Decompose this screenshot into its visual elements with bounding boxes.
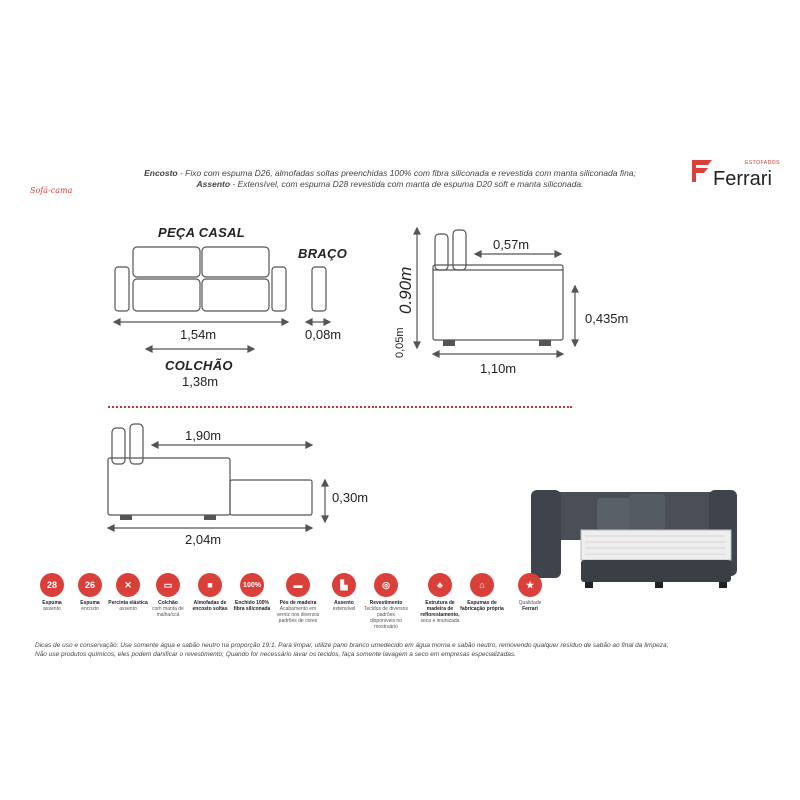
mattress-width-label: 1,38m <box>182 374 219 389</box>
badge-webbing <box>106 573 150 612</box>
badge-label: Estrutura de madeira de reflorestamento, <box>420 600 460 618</box>
brand-tagline: ESTOFADOS <box>745 160 780 166</box>
care-line-2: Não use produtos químicos, eles podem danificar o revestimento; Quando for necessário lavar os tecidos, faça somente lavagem a seco em empresas especializadas. <box>35 650 516 658</box>
section-divider-2 <box>372 406 572 408</box>
webbing-icon: ✕ <box>116 573 140 597</box>
mattress-title: COLCHÃO <box>165 358 233 373</box>
badge-sub: Acabamento em verniz nos diversos padrões de cores <box>276 606 320 624</box>
height-label: 0.90m <box>396 266 415 314</box>
badge-sub: Tecidos de diversos padrões disponíveis no mostruário <box>364 606 408 630</box>
feature-badges <box>30 573 590 633</box>
quality-seal-icon: ★ <box>518 573 542 597</box>
care-line-1: Dicas de uso e conservação: Use somente água e sabão neutro na proporção 19:1. Para limpar, utilize pano branco umedecido em água morna e sabão neutro, removendo qualquer resíduo de sabão ao final da limpeza; <box>35 642 669 649</box>
assento-title: Assento <box>196 179 231 189</box>
badge-wood-feet <box>276 573 320 624</box>
badge-fiber <box>230 573 274 612</box>
badge-quality <box>508 573 552 612</box>
foam-28-icon: 28 <box>40 573 64 597</box>
badge-label: Espumas de fabricação própria <box>460 600 504 612</box>
top-view-title: PEÇA CASAL <box>158 225 246 240</box>
seat-depth-label: 0,57m <box>493 237 530 252</box>
bed-length-label: 1,90m <box>185 428 222 443</box>
badge-wood-structure <box>418 573 462 624</box>
assento-text: - Extensível, com espuma D28 revestida com manta de espuma D20 soft e manta siliconada. <box>230 179 584 189</box>
factory-icon: ⌂ <box>470 573 494 597</box>
wood-feet-icon: ▬ <box>286 573 310 597</box>
badge-sub: encosto <box>81 606 99 612</box>
badge-upholstery <box>364 573 408 630</box>
foam-26-icon: 26 <box>78 573 102 597</box>
mattress-icon: ▭ <box>156 573 180 597</box>
badge-label: Espuma <box>42 600 62 606</box>
width-label: 1,54m <box>180 327 217 342</box>
badge-label: Percinta elástica <box>108 600 148 606</box>
badge-label: Colchão <box>158 600 178 606</box>
badge-label: Assento <box>334 600 354 606</box>
badge-sub: seca e imunizada <box>420 618 460 624</box>
brand-name: Ferrari <box>713 168 772 190</box>
badge-own-foam <box>460 573 504 612</box>
care-instructions <box>35 642 755 659</box>
badge-sub: Ferrari <box>522 606 538 612</box>
arm-title: BRAÇO <box>298 246 348 261</box>
badge-label: Revestimento <box>369 600 403 606</box>
badge-cushions <box>188 573 232 612</box>
badge-sub: assento <box>119 606 137 612</box>
total-length-label: 2,04m <box>185 532 222 547</box>
bed-height-label: 0,30m <box>332 490 369 505</box>
depth-label: 1,10m <box>480 361 517 376</box>
badge-mattress <box>146 573 190 618</box>
badge-sub: extensível <box>332 606 356 612</box>
badge-extendable-seat <box>322 573 366 612</box>
encosto-title: Encosto <box>144 168 178 178</box>
cushion-icon: ■ <box>198 573 222 597</box>
product-subtitle: Sofá-cama <box>30 186 73 195</box>
fiber-100-icon: 100% <box>240 573 264 597</box>
badge-label: Almofadas de encosto soltas <box>192 600 228 612</box>
extendable-seat-icon: ▙ <box>332 573 356 597</box>
encosto-text: - Fixo com espuma D26, almofadas soltas preenchidas 100% com fibra siliconada e revestida com manta siliconada fina; <box>177 168 636 178</box>
arm-width-label: 0,08m <box>305 327 342 342</box>
tree-icon: ♣ <box>428 573 452 597</box>
badge-sub: com manta de malha/ccá <box>152 606 184 618</box>
badge-label: Espuma <box>80 600 100 606</box>
badge-label: Qualidade <box>518 600 542 606</box>
badge-label: Enchido 100% fibra siliconada <box>233 600 271 612</box>
badge-sub: assento <box>43 606 61 612</box>
section-divider <box>108 406 370 408</box>
foot-height-label: 0,05m <box>394 327 406 358</box>
product-description <box>130 168 650 190</box>
seat-height-label: 0,435m <box>585 311 629 326</box>
mattress-dimension-arrow <box>140 343 260 355</box>
fabric-roll-icon: ◎ <box>374 573 398 597</box>
badge-label: Pés de madeira <box>279 600 317 606</box>
